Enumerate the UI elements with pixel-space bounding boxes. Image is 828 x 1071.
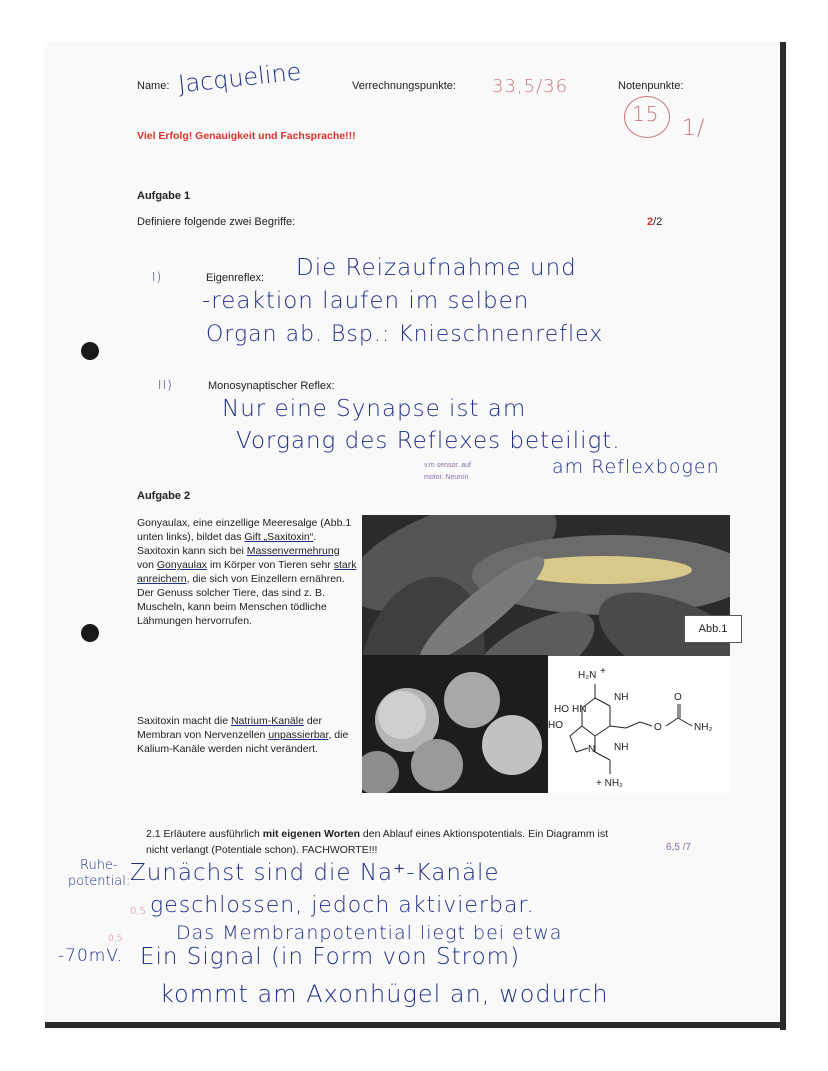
motto: Viel Erfolg! Genauigkeit und Fachsprache!!! xyxy=(137,130,356,142)
item1-mark: I) xyxy=(152,270,163,284)
task1-title: Aufgabe 1 xyxy=(137,190,191,202)
answer-line5: kommt am Axonhügel an, wodurch xyxy=(160,980,609,1008)
points-value: 33,5/36 xyxy=(492,76,569,97)
figure-label: Abb.1 xyxy=(684,615,742,643)
answer-line1: Zunächst sind die Na⁺-Kanäle xyxy=(130,860,500,886)
sheet-edge-bottom xyxy=(45,1022,786,1028)
task1-score: 2/2 xyxy=(647,216,663,228)
teacher-note-line1: v.m sensor. auf xyxy=(424,462,471,469)
answer-line3: Das Membranpotential liegt bei etwa xyxy=(176,922,563,944)
answer-line2: geschlossen, jedoch aktivierbar. xyxy=(150,893,535,918)
margin-label-potential: potential: xyxy=(68,874,131,889)
margin-score2: 0,5 xyxy=(108,934,123,944)
teacher-note-line2: motor. Neuron xyxy=(424,474,469,481)
punch-hole-top xyxy=(81,342,99,360)
formula-o-top: O xyxy=(674,692,682,703)
formula-h2n-top: H₂N xyxy=(578,670,597,681)
item1-answer-line2: -reaktion laufen im selben xyxy=(202,288,530,314)
item1-label: Eigenreflex: xyxy=(206,272,265,284)
student-name: Jacqueline xyxy=(176,57,303,99)
formula-nh-low: NH xyxy=(614,742,629,753)
question-2-1-score: 6,5 /7 xyxy=(666,842,692,853)
item2-answer-insert: am Reflexbogen xyxy=(552,456,720,478)
sheet-edge-right xyxy=(780,42,786,1030)
answer-line4: Ein Signal (in Form von Strom) xyxy=(140,944,521,970)
formula-nh2-right: NH₂ xyxy=(694,722,713,733)
formula-ho: HO xyxy=(554,704,569,715)
margin-value: -70mV. xyxy=(58,946,124,966)
formula-n-left: N xyxy=(588,744,596,755)
margin-score1: 0,5 xyxy=(130,906,146,917)
item2-answer-line2: Vorgang des Reflexes beteiligt. xyxy=(236,428,621,454)
question-2-1-line2: nicht verlangt (Potentiale schon). FACHWORTE!!! xyxy=(146,844,378,856)
task1-instruction: Definiere folgende zwei Begriffe: xyxy=(137,216,296,228)
item1-answer-line3: Organ ab. Bsp.: Knieschnenreflex xyxy=(206,322,604,347)
formula-hn: HN xyxy=(572,704,587,715)
item2-answer-line1: Nur eine Synapse ist am xyxy=(222,396,527,422)
item2-label: Monosynaptischer Reflex: xyxy=(208,380,335,392)
formula-ho-left: HO xyxy=(548,720,563,731)
question-2-1-line1: 2.1 Erläutere ausführlich mit eigenen Worten den Ablauf eines Aktionspotentials. Ein Diagramm ist xyxy=(146,828,609,840)
formula-nh2-bottom: + NH₂ xyxy=(596,778,623,789)
task2-title: Aufgabe 2 xyxy=(137,490,191,502)
grade-value: 15 xyxy=(632,102,660,126)
formula-o-mid: O xyxy=(654,722,662,733)
margin-label-ruhe: Ruhe- xyxy=(80,858,118,873)
grade-extra: 1/ xyxy=(682,116,706,141)
item1-answer-line1: Die Reizaufnahme und xyxy=(296,255,577,281)
name-label: Name: xyxy=(137,80,170,92)
saxitoxin-structure xyxy=(548,656,730,793)
saxitoxin-structure-drawing xyxy=(548,656,730,793)
formula-plus-top: + xyxy=(600,666,606,677)
punch-hole-bottom xyxy=(81,624,99,642)
task2-paragraph2: Saxitoxin macht die Natrium-Kanäle der Membran von Nervenzellen unpassierbar, die Kalium-Kanäle werden nicht verändert. xyxy=(137,715,349,755)
task2-paragraph1: Gonyaulax, eine einzellige Meeresalge (Abb.1 unten links), bildet das Gift „Saxitoxin“. Saxitoxin kann sich bei Massenvermehrung von Gonyaulax im Körper von Tieren sehr stark anreichern, die sich von Einzellern ernähren. Der Genuss solcher Tiere, das sind z. B. Muscheln, kann beim Menschen tödliche Lähmungen hervorrufen. xyxy=(137,517,357,627)
formula-nh-right: NH xyxy=(614,692,629,703)
points-label: Verrechnungspunkte: xyxy=(352,80,456,92)
grade-label: Notenpunkte: xyxy=(618,80,684,92)
item2-mark: II) xyxy=(158,378,173,392)
